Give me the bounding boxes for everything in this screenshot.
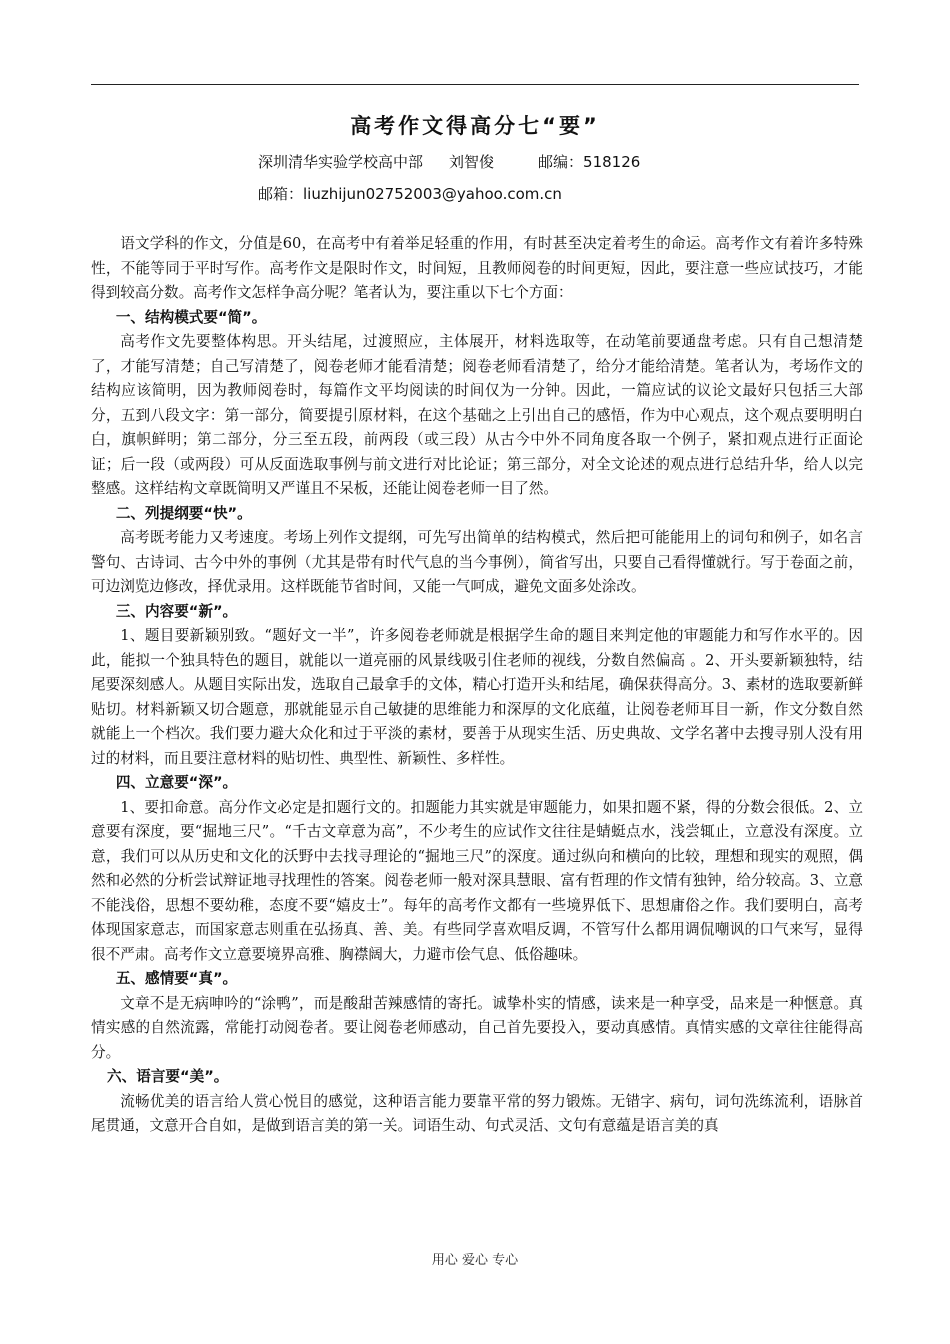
article-body — [91, 232, 863, 1139]
section-paragraph-6: 流畅优美的语言给人赏心悦目的感觉，这种语言能力要靠平常的努力锻炼。无错字、病句，词句洗练流利，语脉首尾贯通，文意开合自如，是做到语言美的第一关。词语生动、句式灵活、文句有意蕴是语言美的真 — [91, 1092, 863, 1134]
section-heading-6: 六、语言要“美”。 — [107, 1068, 229, 1085]
email-line — [258, 183, 562, 204]
intro-paragraph: 语文学科的作文，分值是60，在高考中有着举足轻重的作用，有时甚至决定着考生的命运。高考作文有着许多特殊性，不能等同于平时写作。高考作文是限时作文，时间短，且教师阅卷的时间更短，因此，要注意一些应试技巧，才能得到较高分数。高考作文怎样争高分呢？笔者认为，要注重以下七个方面： — [91, 235, 863, 301]
section-paragraph-4: 1、要扣命意。高分作文必定是扣题行文的。扣题能力其实就是审题能力，如果扣题不紧，得的分数会很低。2、立意要有深度，要“掘地三尺”。“千古文章意为高”，不少考生的应试作文往往是蜻蜓点水，浅尝辄止，立意没有深度。立意，我们可以从历史和文化的沃野中去找寻理论的“掘地三尺”的深度。通过纵向和横向的比较，理想和现实的观照，偶然和必然的分析尝试辩证地寻找理性的答案。阅卷老师一般对深具慧眼、富有哲理的作文情有独钟，给分较高。3、立意不能浅俗，思想不要幼稚，态度不要“嬉皮士”。每年的高考作文都有一些境界低下、思想庸俗之作。我们要明白，高考体现国家意志，而国家意志则重在弘扬真、善、美。有些同学喜欢唱反调，不管写什么都用调侃嘲讽的口气来写，显得很不严肃。高考作文立意要境界高雅、胸襟阔大，力避市侩气息、低俗趣味。 — [91, 798, 863, 963]
author-line — [258, 151, 640, 172]
section-heading-1: 一、结构模式要“简”。 — [115, 308, 267, 326]
section-heading-2: 二、列提纲要“快”。 — [115, 504, 252, 522]
section-heading-5: 五、感情要“真”。 — [115, 970, 238, 987]
header-rule — [91, 84, 859, 85]
author-name: 刘智俊 — [449, 153, 495, 171]
article-title: 高考作文得高分七“要” — [350, 114, 600, 138]
section-heading-3: 三、内容要“新”。 — [115, 602, 238, 620]
section-paragraph-2: 高考既考能力又考速度。考场上列作文提纲，可先写出简单的结构模式，然后把可能能用上的词句和例子，如名言警句、古诗词、古今中外的事例（尤其是带有时代气息的当今事例），简省写出，只要自己看得懂就行。写于卷面之前，可边浏览边修改，择优录用。这样既能节省时间，又能一气呵成，避免文面多处涂改。 — [91, 529, 863, 595]
author-email: 邮箱：liuzhijun02752003@yahoo.com.cn — [258, 185, 562, 203]
section-heading-4: 四、立意要“深”。 — [115, 774, 238, 791]
section-paragraph-1: 高考作文先要整体构思。开头结尾，过渡照应，主体展开，材料选取等，在动笔前要通盘考虑。只有自己想清楚了，才能写清楚；自己写清楚了，阅卷老师才能看清楚；阅卷老师看清楚了，给分才能给清楚。笔者认为，考场作文的结构应该简明，因为教师阅卷时，每篇作文平均阅读的时间仅为一分钟。因此，一篇应试的议论文最好只包括三大部分，五到八段文字：第一部分，简要提引原材料，在这个基础之上引出自己的感悟，作为中心观点，这个观点要明明白白，旗帜鲜明；第二部分，分三至五段，前两段（或三段）从古今中外不同角度各取一个例子，紧扣观点进行正面论证；后一段（或两段）可从反面选取事例与前文进行对比论证；第三部分，对全文论述的观点进行总结升华，给人以完整感。这样结构文章既简明又严谨且不呆板，还能让阅卷老师一目了然。 — [91, 333, 863, 497]
author-postcode: 邮编：518126 — [538, 153, 641, 171]
page-footer: 用心 爱心 专心 — [431, 1253, 519, 1268]
author-school: 深圳清华实验学校高中部 — [258, 153, 424, 171]
section-paragraph-5: 文章不是无病呻吟的“涂鸭”，而是酸甜苦辣感情的寄托。诚挚朴实的情感，读来是一种享受，品来是一种惬意。真情实感的自然流露，常能打动阅卷者。要让阅卷老师感动，自己首先要投入，要动真感情。真情实感的文章往往能得高分。 — [91, 994, 863, 1061]
section-paragraph-3: 1、题目要新颖别致。“题好文一半”，许多阅卷老师就是根据学生命的题目来判定他的审题能力和写作水平的。因此，能拟一个独具特色的题目，就能以一道亮丽的风景线吸引住老师的视线，分数自然偏高 。2、开头要新颖独特，结尾要深刻感人。从题目实际出发，选取自己最拿手的文体，精心打造开头和结尾，确保获得高分。3、素材的选取要新鲜贴切。材料新颖又切合题意，那就能显示自己敏捷的思维能力和深厚的文化底蕴，让阅卷老师耳目一新，作文分数自然就能上一个档次。我们要力避大众化和过于平淡的素材，要善于从现实生活、历史典故、文学名著中去搜寻别人没有用过的材料，而且要注意材料的贴切性、典型性、新颖性、多样性。 — [91, 627, 863, 767]
